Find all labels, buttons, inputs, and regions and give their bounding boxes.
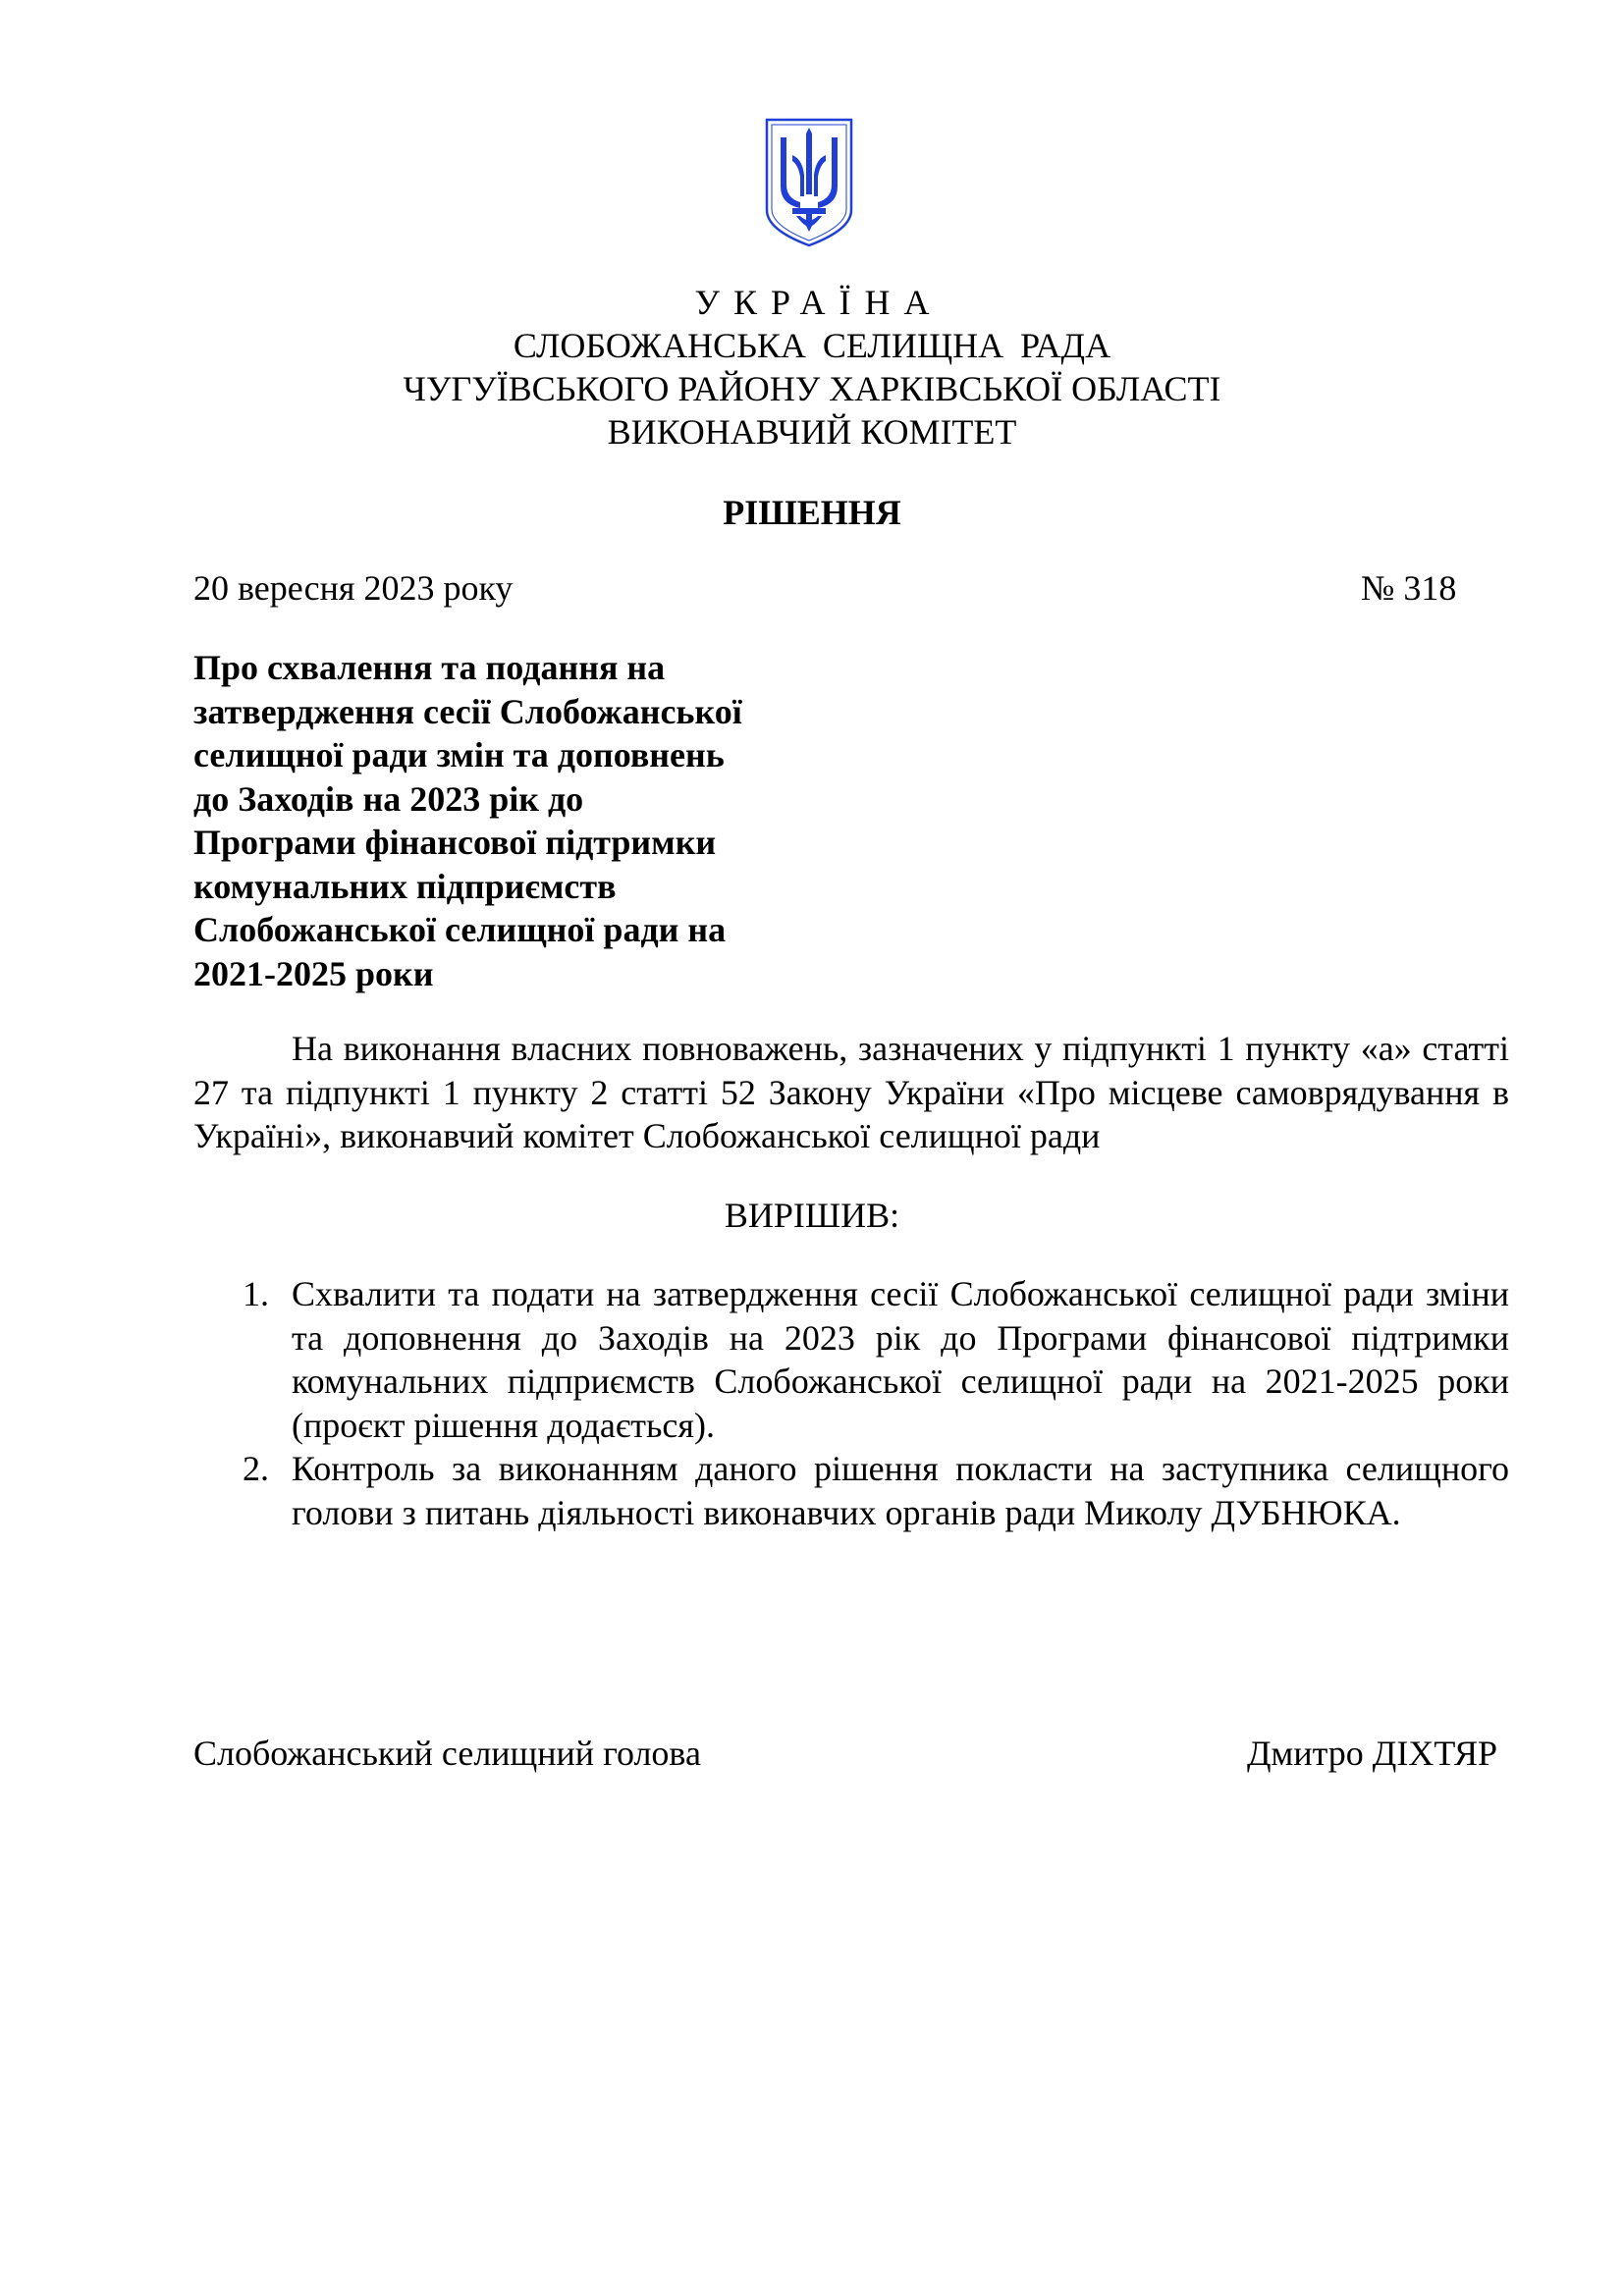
list-item — [193, 1272, 1509, 1447]
council-name: СЛОБОЖАНСЬКА СЕЛИЩНА РАДА — [513, 326, 1111, 365]
preamble-paragraph: На виконання власних повноважень, зазначених у підпункті 1 пункту «а» статті 27 та підпункті 1 пункту 2 статті 52 Закону України «Про місцеве самоврядування в Україні», виконавчий комітет Слобожанської селищної ради — [193, 1029, 1509, 1155]
list-item — [193, 1447, 1509, 1534]
item-text: Схвалити та подати на затвердження сесії Слобожанської селищної ради зміни та доповнення до Заходів на 2023 рік до Програми фінансової підтримки комунальних підприємств Слобожанської селищної ради на 2021-2025 роки (проєкт рішення додається). — [292, 1274, 1509, 1445]
subject-line: затвердження сесії Слобожанської — [193, 691, 742, 731]
subject-line: Програми фінансової підтримки — [193, 823, 717, 862]
signature-title: Слобожанський селищний голова — [193, 1734, 701, 1773]
committee-name: ВИКОНАВЧИЙ КОМІТЕТ — [607, 412, 1017, 452]
subject-line: комунальних підприємств — [193, 866, 617, 906]
document-subject — [193, 646, 822, 995]
subject-line: Слобожанської селищної ради на — [193, 910, 727, 949]
signature-name: Дмитро ДІХТЯР — [1247, 1734, 1497, 1773]
item-number: 1. — [243, 1274, 269, 1313]
resolved-heading: ВИРІШИВ: — [724, 1196, 900, 1235]
trident-icon — [763, 116, 855, 249]
item-text: Контроль за виконанням даного рішення покласти на заступника селищного голови з питань діяльності виконавчих органів ради Миколу ДУБНЮКА. — [292, 1449, 1509, 1532]
district-name: ЧУГУЇВСЬКОГО РАЙОНУ ХАРКІВСЬКОЇ ОБЛАСТІ — [403, 369, 1221, 408]
item-number: 2. — [243, 1449, 269, 1488]
country-name: УКРАЇНА — [694, 283, 944, 322]
document-number: № 318 — [1361, 568, 1457, 608]
document-header — [0, 281, 1624, 454]
document-date: 20 вересня 2023 року — [193, 568, 514, 608]
subject-line: селищної ради змін та доповнень — [193, 735, 725, 774]
subject-line: 2021-2025 роки — [193, 953, 434, 993]
document-type: РІШЕННЯ — [723, 493, 901, 532]
decision-list — [193, 1272, 1509, 1534]
subject-line: до Заходів на 2023 рік до — [193, 778, 584, 819]
subject-line: Про схвалення та подання на — [193, 648, 666, 687]
